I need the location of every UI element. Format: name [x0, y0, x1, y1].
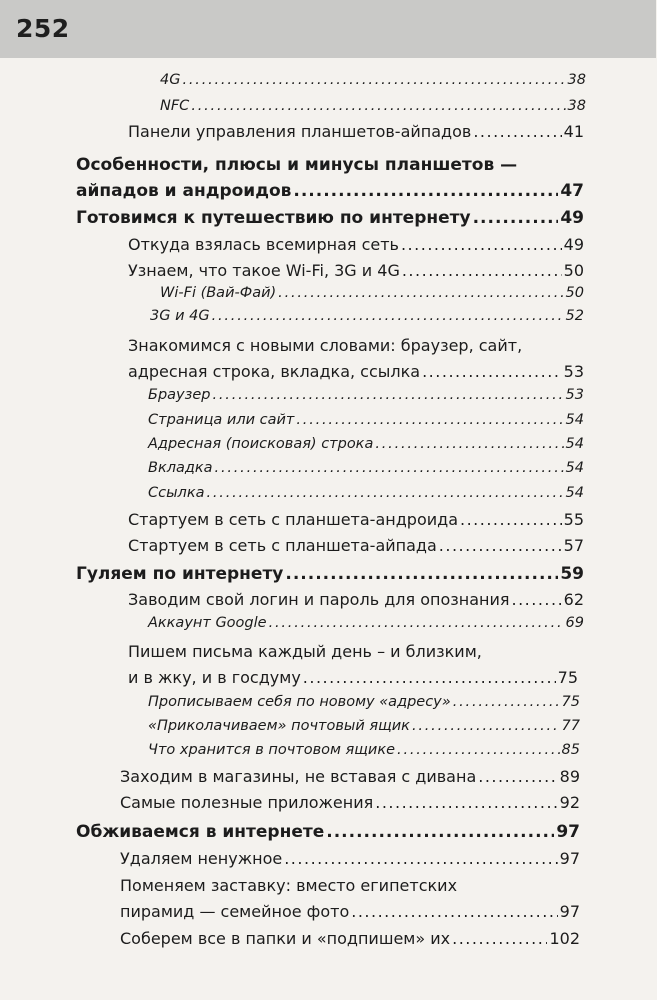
toc-entry-title: Стартуем в сеть с планшета-айпада [128, 536, 437, 555]
toc-entry-title: Стартуем в сеть с планшета-андроида [128, 510, 458, 529]
toc-entry-start-android[interactable] [128, 510, 584, 529]
toc-entry-title: Что хранится в почтовом ящике [148, 742, 396, 758]
toc-entry-page: 53 [565, 387, 584, 403]
toc-entry-page: 92 [559, 793, 580, 812]
toc-entry-title: NFC [160, 98, 190, 114]
toc-entry-title: Соберем все в папки и «подпишем» их [120, 929, 451, 948]
toc-entry-page: 50 [565, 285, 584, 301]
toc-entry-page: 49 [563, 235, 584, 254]
toc-entry-start-ipad[interactable] [128, 536, 584, 555]
leader-dots [473, 122, 561, 141]
toc-entry-title: 4G [160, 72, 181, 88]
toc-entry-title: Откуда взялась всемирная сеть [128, 235, 399, 254]
leader-dots [439, 536, 562, 555]
toc-entry-settle[interactable] [76, 822, 580, 842]
toc-entry-page: 57 [563, 536, 584, 555]
toc-entry-page: 75 [557, 668, 578, 687]
toc-entry-panels-ipad[interactable] [128, 122, 584, 141]
toc-entry-apps[interactable] [120, 793, 580, 812]
toc-entry-page: 89 [559, 767, 580, 786]
toc-entry-4g[interactable] [160, 72, 586, 88]
toc-entry-letters-line1[interactable]: Пишем письма каждый день – и близким, [128, 642, 482, 661]
toc-entry-page: 69 [565, 615, 584, 631]
leader-dots [215, 460, 564, 476]
leader-dots [512, 590, 562, 609]
toc-entry-page: 75 [561, 694, 580, 710]
toc-entry-link[interactable] [148, 485, 584, 501]
leader-dots [402, 261, 562, 280]
leader-dots [397, 742, 560, 758]
leader-dots [182, 72, 565, 88]
toc-entry-page: 97 [559, 902, 580, 921]
toc-entry-folders[interactable] [120, 929, 580, 948]
toc-entry-wifi[interactable] [160, 285, 584, 301]
leader-dots [375, 793, 557, 812]
leader-dots [269, 615, 564, 631]
toc-entry-page: 41 [563, 122, 584, 141]
toc-entry-title: Самые полезные приложения [120, 793, 374, 812]
toc-entry-page: 62 [563, 590, 584, 609]
toc-entry-title: Заводим свой логин и пароль для опознания [128, 590, 510, 609]
toc-entry-origin[interactable] [128, 235, 584, 254]
toc-entry-page: 38 [567, 98, 586, 114]
toc-entry-page: 38 [567, 72, 586, 88]
toc-entry-title: Страница или сайт [148, 412, 295, 428]
toc-entry-features[interactable] [76, 181, 584, 201]
toc-entry-title: Wi-Fi (Вай-Фай) [160, 285, 277, 301]
toc-entry-page: 49 [560, 208, 584, 228]
leader-dots [452, 929, 547, 948]
toc-entry-title: Вкладка [148, 460, 213, 476]
toc-entry-page: 52 [565, 308, 584, 324]
toc-entry-page: 54 [565, 485, 584, 501]
toc-entry-title: Готовимся к путешествию по интернету [76, 208, 471, 228]
toc-entry-tab[interactable] [148, 460, 584, 476]
toc-entry-3g-4g[interactable] [150, 308, 584, 324]
toc-entry-title: Прописываем себя по новому «адресу» [148, 694, 451, 710]
toc-entry-title: Удаляем ненужное [120, 849, 283, 868]
toc-entry-login[interactable] [128, 590, 584, 609]
toc-entry-page: 59 [560, 564, 584, 584]
leader-dots [278, 285, 563, 301]
leader-dots [212, 387, 563, 403]
toc-entry-wifi-3g-4g[interactable] [128, 261, 584, 280]
leader-dots [473, 208, 559, 228]
toc-entry-google-account[interactable] [148, 615, 584, 631]
toc-entry-letters[interactable] [128, 668, 578, 687]
toc-entry-new-words[interactable] [128, 362, 584, 381]
toc-entry-title: пирамид — семейное фото [120, 902, 350, 921]
toc-entry-prepare[interactable] [76, 208, 584, 228]
leader-dots [401, 235, 562, 254]
toc-entry-features-line1[interactable]: Особенности, плюсы и минусы планшетов — [76, 155, 518, 175]
toc-entry-title: Гуляем по интернету [76, 564, 284, 584]
toc-entry-title: и в жку, и в госдуму [128, 668, 301, 687]
toc-entry-mailbox-content[interactable] [148, 742, 580, 758]
toc-entry-nfc[interactable] [160, 98, 586, 114]
toc-entry-title: Заходим в магазины, не вставая с дивана [120, 767, 477, 786]
leader-dots [191, 98, 565, 114]
toc-entry-new-words-line1[interactable]: Знакомимся с новыми словами: браузер, сайт, [128, 336, 523, 355]
toc-entry-page: 53 [563, 362, 584, 381]
toc-entry-wallpaper-line1[interactable]: Поменяем заставку: вместо египетских [120, 876, 458, 895]
toc-entry-page: 102 [549, 929, 580, 948]
leader-dots [285, 564, 558, 584]
leader-dots [351, 902, 557, 921]
leader-dots [303, 668, 556, 687]
leader-dots [422, 362, 562, 381]
toc-entry-shops[interactable] [120, 767, 580, 786]
toc-entry-page: 54 [565, 436, 584, 452]
leader-dots [293, 181, 558, 201]
toc-entry-title: айпадов и андроидов [76, 181, 292, 201]
toc-entry-delete[interactable] [120, 849, 580, 868]
leader-dots [326, 822, 554, 842]
toc-entry-title: 3G и 4G [150, 308, 210, 324]
toc-entry-page: 97 [556, 822, 580, 842]
leader-dots [375, 436, 563, 452]
leader-dots [284, 849, 557, 868]
toc-entry-address-bar[interactable] [148, 436, 584, 452]
toc-entry-page: 47 [560, 181, 584, 201]
leader-dots [412, 718, 560, 734]
toc-entry-title: «Приколачиваем» почтовый ящик [148, 718, 410, 734]
toc-entry-wallpaper[interactable] [120, 902, 580, 921]
toc-entry-browser[interactable] [148, 387, 584, 403]
page-number: 252 [16, 14, 70, 43]
leader-dots [478, 767, 557, 786]
toc-entry-title: Обживаемся в интернете [76, 822, 325, 842]
toc-entry-title: Адресная (поисковая) строка [148, 436, 374, 452]
leader-dots [460, 510, 562, 529]
toc-entry-mailbox[interactable] [148, 718, 580, 734]
toc-entry-page: 54 [565, 412, 584, 428]
toc-entry-register-address[interactable] [148, 694, 580, 710]
toc-entry-page: 50 [563, 261, 584, 280]
toc-entry-page-site[interactable] [148, 412, 584, 428]
toc-entry-page: 85 [561, 742, 580, 758]
toc-entry-title: адресная строка, вкладка, ссылка [128, 362, 421, 381]
leader-dots [453, 694, 560, 710]
toc-entry-page: 54 [565, 460, 584, 476]
toc-entry-walk[interactable] [76, 564, 584, 584]
leader-dots [206, 485, 563, 501]
toc-entry-page: 77 [561, 718, 580, 734]
toc-entry-page: 55 [563, 510, 584, 529]
toc-entry-title: Аккаунт Google [148, 615, 267, 631]
toc-entry-title: Браузер [148, 387, 211, 403]
leader-dots [212, 308, 564, 324]
toc-entry-title: Ссылка [148, 485, 205, 501]
toc-entry-title: Узнаем, что такое Wi-Fi, 3G и 4G [128, 261, 400, 280]
leader-dots [296, 412, 563, 428]
toc-entry-title: Панели управления планшетов-айпадов [128, 122, 472, 141]
toc-entry-page: 97 [559, 849, 580, 868]
